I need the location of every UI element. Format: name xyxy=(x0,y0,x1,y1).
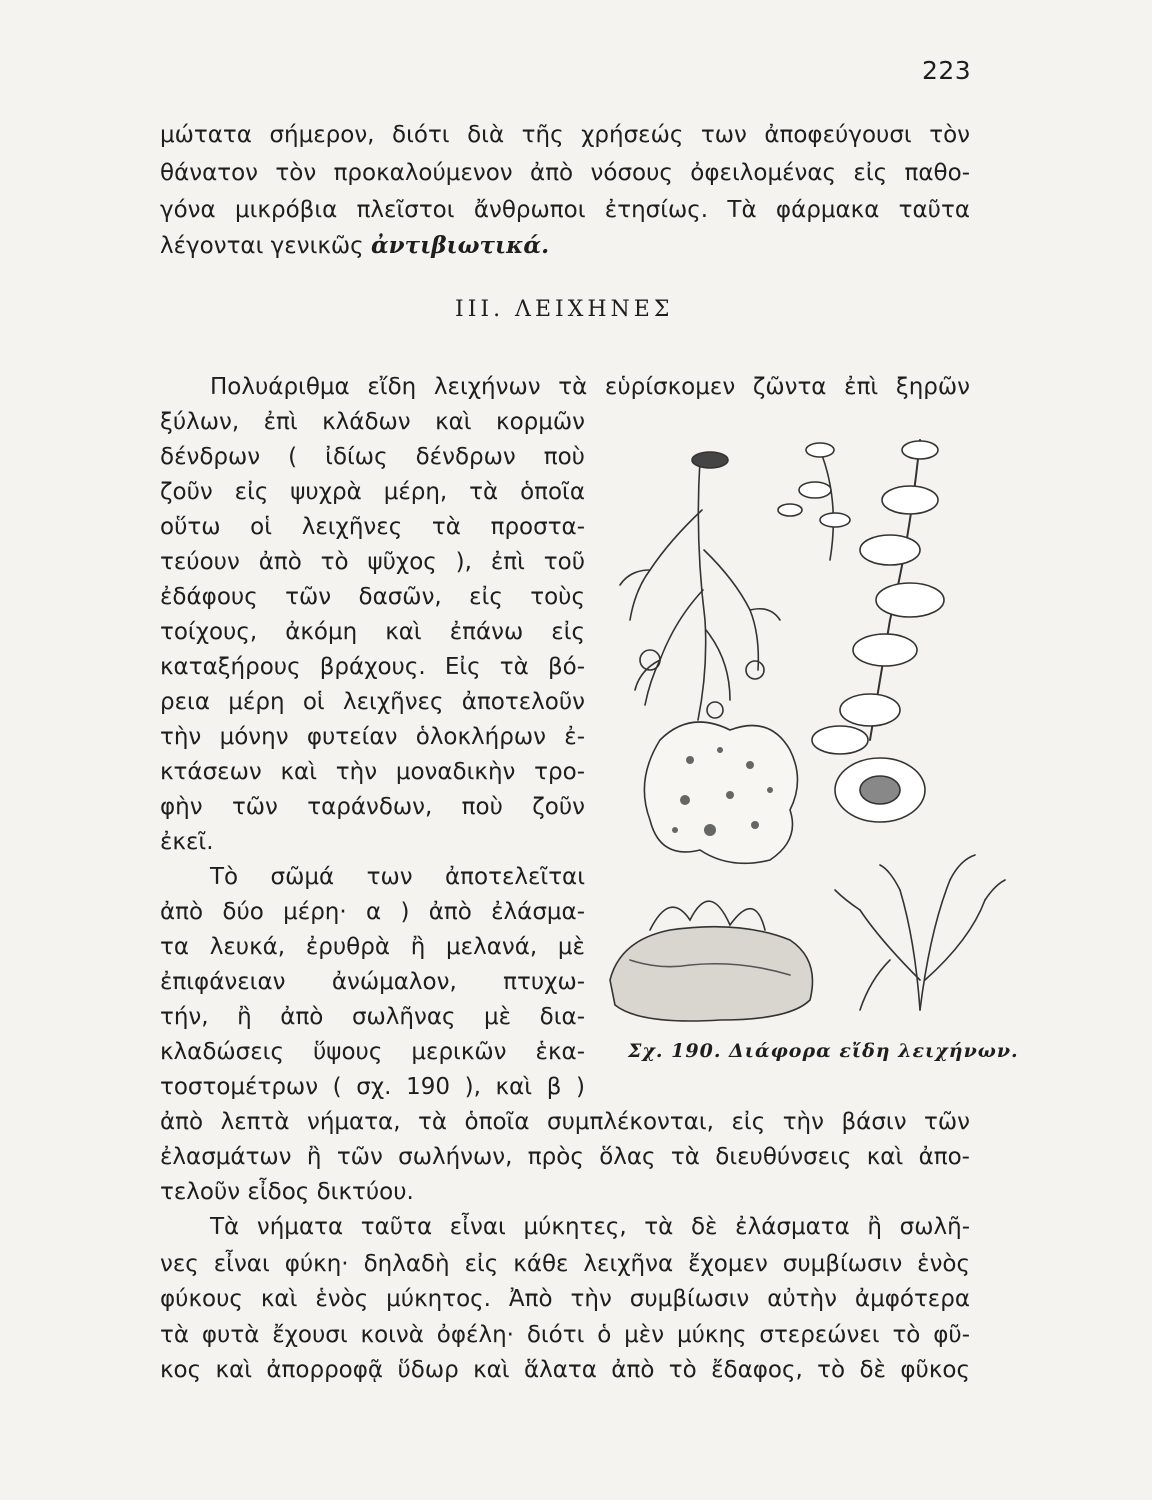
text-line: φύκους καὶ ἑνὸς μύκητος. Ἀπὸ τὴν συμβίωσιν αὐτὴν ἀμφότερα xyxy=(160,1286,970,1312)
text-line: κτάσεων καὶ τὴν μοναδικὴν τρο- xyxy=(160,759,585,785)
emphasized-term: ἀντιβιωτικά. xyxy=(370,232,550,259)
text-line: γόνα μικρόβια πλεῖστοι ἄνθρωποι ἐτησίως. Τὰ φάρμακα ταῦτα xyxy=(160,197,970,223)
text-line: θάνατον τὸν προκαλούμενον ἀπὸ νόσους ὀφειλομένας εἰς παθο- xyxy=(160,160,970,186)
text-line: Τὸ σῶμά των ἀποτελεῖται xyxy=(210,864,585,890)
text-line: φὴν τῶν ταράνδων, ποὺ ζοῦν xyxy=(160,794,585,820)
text-line: δένδρων ( ἰδίως δένδρων ποὺ xyxy=(160,444,585,470)
text-line: νες εἶναι φύκη· δηλαδὴ εἰς κάθε λειχῆνα ἔχομεν συμβίωσιν ἑνὸς xyxy=(160,1251,970,1277)
text-line: ρεια μέρη οἱ λειχῆνες ἀποτελοῦν xyxy=(160,689,585,715)
text-line: ἀπὸ λεπτὰ νήματα, τὰ ὁποῖα συμπλέκονται, εἰς τὴν βάσιν τῶν xyxy=(160,1109,970,1135)
text-line: ἀπὸ δύο μέρη· α ) ἀπὸ ἐλάσμα- xyxy=(160,899,585,925)
text-fragment: λέγονται γενικῶς xyxy=(160,233,364,259)
figure-caption: Σχ. 190. Διάφορα εἴδη λειχήνων. xyxy=(628,1040,1019,1062)
text-line: τὰ φυτὰ ἔχουσι κοινὰ ὀφέλη· διότι ὁ μὲν μύκης στερεώνει τὸ φῦ- xyxy=(160,1322,970,1348)
text-line: μώτατα σήμερον, διότι διὰ τῆς χρήσεώς των ἀποφεύγουσι τὸν xyxy=(160,122,970,148)
text-line: ξύλων, ἐπὶ κλάδων καὶ κορμῶν xyxy=(160,409,585,435)
text-line: κος καὶ ἀπορροφᾷ ὕδωρ καὶ ἅλατα ἀπὸ τὸ ἔδαφος, τὸ δὲ φῦκος xyxy=(160,1357,970,1383)
text-line: τοστομέτρων ( σχ. 190 ), καὶ β ) xyxy=(160,1074,585,1100)
text-line: τοίχους, ἀκόμη καὶ ἐπάνω εἰς xyxy=(160,619,585,645)
text-line: ἐδάφους τῶν δασῶν, εἰς τοὺς xyxy=(160,584,585,610)
text-line: τελοῦν εἶδος δικτύου. xyxy=(160,1179,414,1205)
text-line: τήν, ἢ ἀπὸ σωλῆνας μὲ δια- xyxy=(160,1004,585,1030)
text-line: τὴν μόνην φυτείαν ὁλοκλήρων ἐ- xyxy=(160,724,585,750)
text-line: τα λευκά, ἐρυθρὰ ἢ μελανά, μὲ xyxy=(160,934,585,960)
text-line: ἐκεῖ. xyxy=(160,829,214,855)
text-line: καταξήρους βράχους. Εἰς τὰ βό- xyxy=(160,654,585,680)
text-line: τεύουν ἀπὸ τὸ ψῦχος ), ἐπὶ τοῦ xyxy=(160,549,585,575)
text-line: ζοῦν εἰς ψυχρὰ μέρη, τὰ ὁποῖα xyxy=(160,479,585,505)
text-line: Τὰ νήματα ταῦτα εἶναι μύκητες, τὰ δὲ ἐλάσματα ἢ σωλῆ- xyxy=(210,1214,970,1240)
text-line: κλαδώσεις ὕψους μερικῶν ἑκα- xyxy=(160,1039,585,1065)
text-line: οὕτω οἱ λειχῆνες τὰ προστα- xyxy=(160,514,585,540)
text-line: ἐπιφάνειαν ἀνώμαλον, πτυχω- xyxy=(160,969,585,995)
text-line xyxy=(160,229,970,263)
lichen-drawing xyxy=(590,420,1020,1040)
section-heading: ΙΙΙ. ΛΕΙΧΗΝΕΣ xyxy=(455,297,674,322)
lichen-illustration xyxy=(590,420,1020,1040)
text-line: Πολυάριθμα εἴδη λειχήνων τὰ εὑρίσκομεν ζῶντα ἐπὶ ξηρῶν xyxy=(210,374,970,400)
page-number: 223 xyxy=(922,56,972,85)
text-line: ἐλασμάτων ἢ τῶν σωλήνων, πρὸς ὅλας τὰ διευθύνσεις καὶ ἀπο- xyxy=(160,1144,970,1170)
